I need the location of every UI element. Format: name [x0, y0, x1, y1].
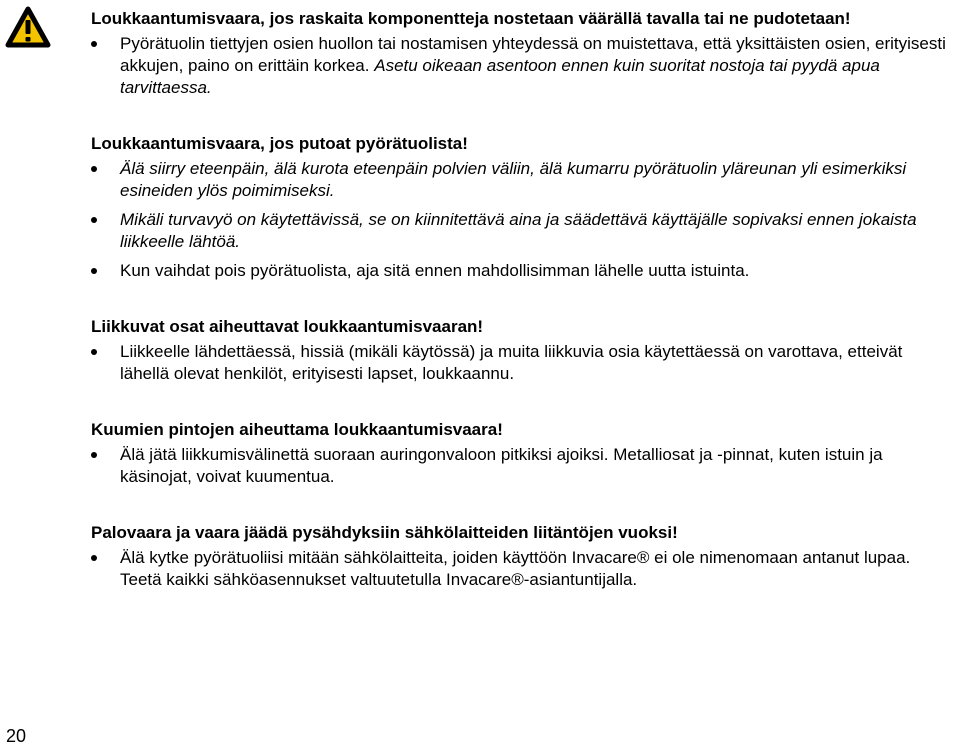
bullet-text: Liikkeelle lähdettäessä, hissiä (mikäli käytössä) ja muita liikkuvia osia käytettäessä on varottava, etteivät lähellä olevat henkilöt, erityisesti lapset, loukkaannu.: [120, 342, 903, 383]
warning-icon: [5, 6, 51, 48]
section-heading: Palovaara ja vaara jäädä pysähdyksiin sähkölaitteiden liitäntöjen vuoksi!: [91, 523, 678, 542]
list-item: [91, 158, 951, 202]
section-hot-surfaces: [91, 419, 951, 488]
list-item: [91, 547, 951, 591]
list-item: [91, 444, 951, 488]
list-item: [91, 341, 951, 385]
safety-content: [91, 8, 951, 591]
bullet-list: [91, 547, 951, 591]
list-item: [91, 260, 951, 282]
section-heading: Kuumien pintojen aiheuttama loukkaantumisvaara!: [91, 420, 503, 439]
bullet-list: [91, 158, 951, 282]
bullet-text: Älä kytke pyörätuoliisi mitään sähkölaitteita, joiden käyttöön Invacare® ei ole nimenomaan antanut lupaa. Teetä kaikki sähköasennukset valtuutetulla Invacare®-asiantuntijalla.: [120, 548, 911, 589]
bullet-list: [91, 444, 951, 488]
bullet-text: Älä jätä liikkumisvälinettä suoraan auringonvaloon pitkiksi ajoiksi. Metalliosat ja -pinnat, kuten istuin ja käsinojat, voivat kuumentua.: [120, 445, 883, 486]
page-number: 20: [6, 726, 27, 746]
section-lifting: [91, 8, 951, 99]
list-item: [91, 33, 951, 99]
bullet-text: Pyörätuolin tiettyjen osien huollon tai nostamisen yhteydessä on muistettava, että yksittäisten osien, erityisesti akkujen, paino on erittäin korkea.: [120, 34, 946, 75]
section-heading: Liikkuvat osat aiheuttavat loukkaantumisvaaran!: [91, 317, 484, 336]
bullet-italic-text: Älä siirry eteenpäin, älä kurota eteenpäin polvien väliin, älä kumarru pyörätuolin yläreunan yli esimerkiksi esineiden ylös poimimiseksi.: [120, 159, 907, 200]
bullet-list: [91, 33, 951, 99]
section-heading: Loukkaantumisvaara, jos putoat pyörätuolista!: [91, 134, 468, 153]
bullet-list: [91, 341, 951, 385]
section-falling: [91, 133, 951, 282]
bullet-italic-text: Asetu oikeaan asentoon ennen kuin suoritat nostoja tai pyydä apua tarvittaessa.: [120, 56, 880, 97]
bullet-italic-text: Mikäli turvavyö on käytettävissä, se on kiinnitettävä aina ja säädettävä käyttäjälle sopivaksi ennen jokaista liikkeelle lähtöä.: [120, 210, 917, 251]
section-heading: Loukkaantumisvaara, jos raskaita komponentteja nostetaan väärällä tavalla tai ne pudotetaan!: [91, 9, 851, 28]
bullet-text: Kun vaihdat pois pyörätuolista, aja sitä ennen mahdollisimman lähelle uutta istuinta.: [120, 261, 750, 280]
list-item: [91, 209, 951, 253]
section-fire-hazard: [91, 522, 951, 591]
section-moving-parts: [91, 316, 951, 385]
